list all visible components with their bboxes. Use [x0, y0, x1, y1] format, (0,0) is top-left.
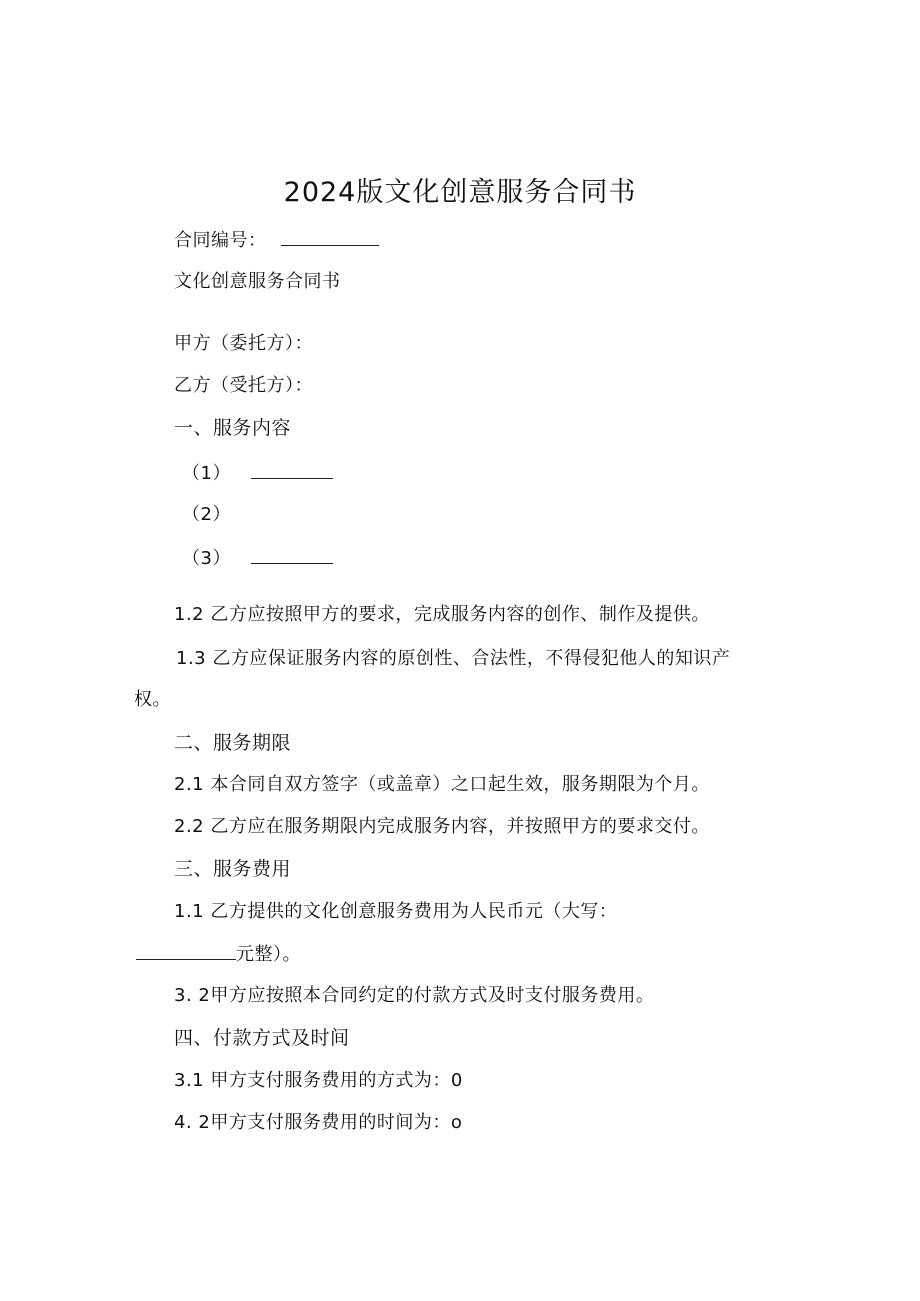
clause-1-3: 1.3 乙方应保证服务内容的原创性、合法性，不得侵犯他人的知识产	[176, 648, 731, 669]
list-item-number: （2）	[182, 504, 231, 525]
section-heading-payment: 四、付款方式及时间	[174, 1027, 350, 1049]
clause-2-1: 2.1 本合同自双方签字（或盖章）之口起生效，服务期限为个月。	[174, 774, 710, 795]
clause-fee-1-1-continuation	[136, 943, 301, 966]
list-item-blank	[251, 547, 333, 564]
list-item	[182, 462, 333, 485]
list-item	[182, 547, 333, 570]
clause-fee-1-1: 1.1 乙方提供的文化创意服务费用为人民币元（大写：	[174, 901, 618, 922]
section-heading-service-content: 一、服务内容	[174, 417, 292, 439]
party-a-line: 甲方（委托方）：	[174, 333, 313, 354]
fee-amount-blank	[136, 943, 236, 960]
contract-number-blank	[281, 229, 379, 246]
clause-4-2: 4. 2甲方支付服务费用的时间为：o	[174, 1112, 463, 1133]
list-item-number: （3）	[182, 548, 231, 569]
list-item	[182, 504, 231, 526]
party-b-line: 乙方（受托方）：	[174, 375, 313, 396]
list-item-blank	[251, 462, 333, 479]
list-item-number: （1）	[182, 463, 231, 484]
contract-number-line	[174, 229, 379, 252]
clause-1-2: 1.2 乙方应按照甲方的要求，完成服务内容的创作、制作及提供。	[174, 604, 710, 625]
clause-3-1: 3.1 甲方支付服务费用的方式为：0	[174, 1070, 463, 1091]
section-heading-service-fee: 三、服务费用	[174, 858, 292, 880]
section-heading-service-term: 二、服务期限	[174, 732, 292, 754]
document-title: 2024版文化创意服务合同书	[283, 177, 637, 208]
contract-number-label: 合同编号：	[174, 230, 267, 251]
clause-1-3-continuation: 权。	[134, 689, 171, 710]
fee-amount-suffix: 元整）。	[236, 944, 301, 965]
clause-2-2: 2.2 乙方应在服务期限内完成服务内容，并按照甲方的要求交付。	[174, 816, 710, 837]
document-subtitle: 文化创意服务合同书	[174, 271, 341, 292]
clause-3-2: 3. 2甲方应按照本合同约定的付款方式及时支付服务费用。	[174, 985, 655, 1006]
